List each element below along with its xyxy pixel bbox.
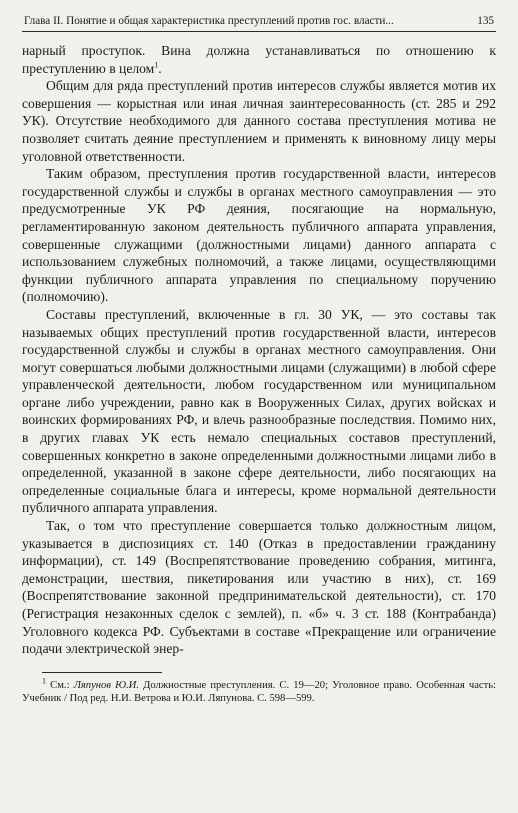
paragraph-1: нарный проступок. Вина должна устанавливаться по отношению к преступлению в целом$^1$. bbox=[22, 43, 496, 76]
body-text bbox=[22, 42, 496, 658]
footnote-divider bbox=[42, 672, 162, 673]
paragraph-4: Составы преступлений, включенные в гл. 30 УК, — это составы так называемых общих преступлений против государственной власти, интересов государственной службы и службы в органах местного самоуправления. Они могут совершаться любыми должностными лицами (служащими) в любой сфере управленческой деятельности, любом государственном или муниципальном органе либо учреждении, равно как в Вооруженных Силах, других войсках и воинских формированиях РФ, и влечь разнообразные последствия. Помимо них, в других главах УК есть немало специальных составов преступлений, совершенных конкретно в законе определенными должностными лицами либо в определенной, указанной в законе сфере деятельности, либо посягающих на определенные социальные блага и интересы, кроме нормальной деятельности публичного аппарата управления. bbox=[22, 306, 496, 516]
paragraph-5: Так, о том что преступление совершается только должностным лицом, указывается в диспозициях ст. 140 (Отказ в предоставлении гражданину информации), ст. 149 (Воспрепятствование проведению собрания, митинга, демонстрации, шествия, пикетирования или участию в них), ст. 169 (Воспрепятствование законной предпринимательской деятельности), ст. 170 (Регистрация незаконных сделок с землей), п. «б» ч. 3 ст. 188 (Контрабанда) Уголовного кодекса РФ. Субъектами в составе «Прекращение или ограничение подачи электрической энер- bbox=[22, 518, 496, 657]
footnote bbox=[22, 676, 497, 706]
running-head-title: Глава II. Понятие и общая характеристика преступлений против гос. власти... bbox=[24, 15, 394, 27]
footnote-ref: 1 bbox=[154, 60, 159, 70]
paragraph-3: Таким образом, преступления против государственной власти, интересов государственной службы и службы в органах местного самоуправления — это предусмотренные УК РФ деяния, посягающие на нормальную, регламентированную законом деятельность публичного аппарата управления, совершенные служащими (должностными лицами) данного аппарата с использованием служебных полномочий, а также лицами, осуществляющими функции публичного аппарата управления по специальному поручению (полномочию). bbox=[22, 166, 496, 305]
footnote-marker: 1 bbox=[42, 676, 46, 686]
paragraph-2: Общим для ряда преступлений против интересов службы является мотив их совершения — корыстная или иная личная заинтересованность (ст. 285 и 292 УК). Отсутствие необходимого для данного состава преступления мотива не позволяет считать деяние преступлением и применять к виновному лицу меры уголовной ответственности. bbox=[22, 78, 496, 164]
footnote-text: Должностные преступления. С. 19—20; Уголовное право. Особенная часть: Учебник / Под ред. Н.И. Ветрова и Ю.И. Ляпунова. С. 598—599. bbox=[22, 679, 497, 705]
page-number: 135 bbox=[477, 15, 494, 27]
footnote-prefix: См.: bbox=[50, 679, 70, 691]
running-head bbox=[22, 14, 496, 32]
footnote-author: Ляпунов Ю.И. bbox=[73, 679, 139, 691]
